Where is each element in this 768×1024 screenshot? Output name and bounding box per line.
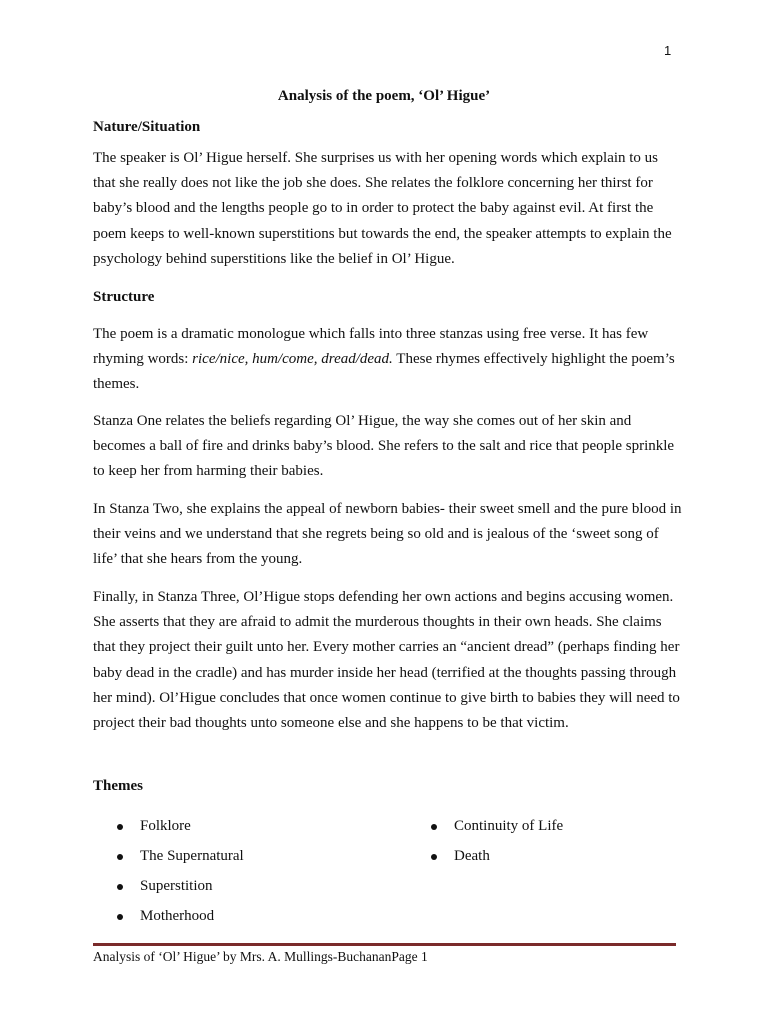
bullet-icon xyxy=(117,824,123,830)
paragraph-structure-4 xyxy=(93,585,683,736)
bullet-icon xyxy=(117,914,123,920)
paragraph-stanza-two: In Stanza Two, she explains the appeal of newborn babies- their sweet smell and the pure blood in their veins and we understand that she regrets being so old and is jealous of the ‘sweet song of life’ that she hears from the young. xyxy=(93,501,682,568)
paragraph-structure-3 xyxy=(93,497,683,573)
theme-label: Continuity of Life xyxy=(454,818,564,834)
theme-item xyxy=(117,848,244,865)
paragraph-stanza-one: Stanza One relates the beliefs regarding Ol’ Higue, the way she comes out of her skin and becomes a ball of fire and drinks baby’s blood. She refers to the salt and rice that people sprinkle to keep her from harming their babies. xyxy=(93,413,675,480)
theme-item xyxy=(117,818,191,835)
paragraph-nature xyxy=(93,146,683,272)
bullet-icon xyxy=(117,884,123,890)
heading-themes: Themes xyxy=(93,778,143,794)
structure-text-end: These rhymes effectively highlight the poem’s themes. xyxy=(93,351,675,393)
structure-text-start: The poem is a dramatic monologue which falls into three stanzas using free verse. It has few rhyming words: xyxy=(93,326,649,368)
paragraph-structure-1 xyxy=(93,322,683,398)
theme-item xyxy=(431,818,563,835)
rhyme-examples: rice/nice, hum/come, dread/dead. xyxy=(192,351,393,368)
theme-label: Motherhood xyxy=(140,908,215,924)
theme-label: The Supernatural xyxy=(140,848,244,864)
heading-nature: Nature/Situation xyxy=(93,119,201,135)
theme-label: Death xyxy=(454,848,490,864)
paragraph-structure-2 xyxy=(93,409,683,485)
bullet-icon xyxy=(431,854,437,860)
bullet-icon xyxy=(117,854,123,860)
theme-label: Superstition xyxy=(140,878,213,894)
paragraph-structure-1-text xyxy=(93,322,683,398)
theme-label: Folklore xyxy=(140,818,191,834)
theme-item xyxy=(117,908,214,925)
footer-divider xyxy=(93,943,676,946)
theme-item xyxy=(431,848,490,865)
paragraph-stanza-three: Finally, in Stanza Three, Ol’Higue stops defending her own actions and begins accusing women. She asserts that they are afraid to admit the murderous thoughts in their own heads. She claims that they project their guilt unto her. Every mother carries an “ancient dread” (perhaps finding her baby dead in the cradle) and has murder inside her head (terrified at the thoughts passing through her mind). Ol’Higue concludes that once women continue to give birth to babies they will need to project their bad thoughts unto someone else and she happens to be that victim. xyxy=(93,589,680,732)
paragraph-nature-text: The speaker is Ol’ Higue herself. She surprises us with her opening words which explain to us that she really does not like the job she does. She relates the folklore concerning her thirst for baby’s blood and the lengths people go to in order to protect the baby against evil. At first the poem keeps to well-known superstitions but towards the end, the speaker attempts to explain the psychology behind superstitions like the belief in Ol’ Higue. xyxy=(93,150,672,267)
theme-item xyxy=(117,878,213,895)
heading-structure: Structure xyxy=(93,289,155,305)
page-number: 1 xyxy=(664,43,672,58)
footer-text: Analysis of ‘Ol’ Higue’ by Mrs. A. Mullings-BuchananPage 1 xyxy=(93,949,428,964)
bullet-icon xyxy=(431,824,437,830)
page-title: Analysis of the poem, ‘Ol’ Higue’ xyxy=(277,88,491,104)
